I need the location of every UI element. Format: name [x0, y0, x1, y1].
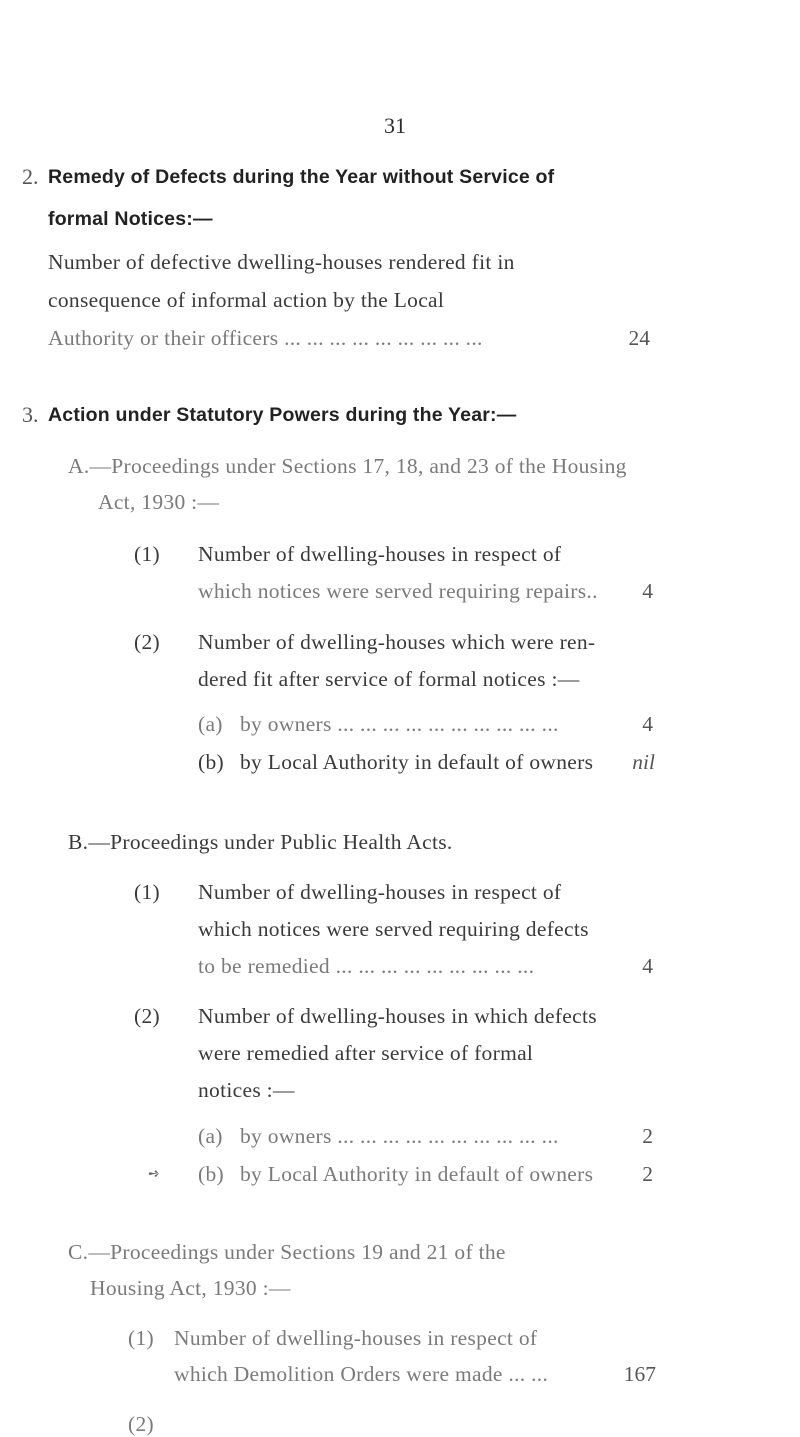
c-item1-label: (1)	[128, 1326, 154, 1350]
a-item2-line2: dered fit after service of formal notices :—	[198, 667, 580, 691]
c-item1-value: 167	[623, 1362, 656, 1386]
c-item1-line2: which Demolition Orders were made ... ...	[174, 1362, 549, 1386]
a-item1-line1: Number of dwelling-houses in respect of	[198, 542, 562, 566]
margin-arrow-icon: ➺	[148, 1167, 160, 1182]
b-sub-b-text: by Local Authority in default of owners	[240, 1162, 594, 1186]
section-2-text-line2: consequence of informal action by the Local	[48, 288, 445, 312]
a-sub-b-text: by Local Authority in default of owners	[240, 750, 594, 774]
subsection-b-line1: B.—Proceedings under Public Health Acts.	[68, 830, 453, 854]
section-number-2: 2.	[22, 164, 39, 189]
b-sub-a-value: 2	[642, 1124, 653, 1148]
b-item2-line3: notices :—	[198, 1078, 295, 1102]
a-sub-a-label: (a)	[198, 712, 223, 736]
c-item2-label: (2)	[128, 1412, 154, 1436]
b-sub-a-label: (a)	[198, 1124, 223, 1148]
subsection-a-line2: Act, 1930 :—	[98, 490, 220, 514]
b-sub-a-text: by owners ... ... ... ... ... ... ... ... ... ...	[240, 1124, 559, 1148]
b-item2-line1: Number of dwelling-houses in which defects	[198, 1004, 597, 1028]
section-2-text-line3: Authority or their officers ... ... ... ... ... ... ... ... ...	[48, 326, 483, 350]
a-item2-label: (2)	[134, 630, 160, 654]
b-sub-b-value: 2	[642, 1162, 653, 1186]
b-item2-line2: were remedied after service of formal	[198, 1041, 534, 1065]
b-item1-value: 4	[642, 954, 653, 978]
section-2-heading-line2: formal Notices:—	[48, 208, 213, 230]
a-item2-line1: Number of dwelling-houses which were ren-	[198, 630, 596, 654]
subsection-c-line2: Housing Act, 1930 :—	[90, 1276, 291, 1300]
section-2-heading-line1: Remedy of Defects during the Year without Service of	[48, 166, 555, 188]
a-item1-label: (1)	[134, 542, 160, 566]
b-item1-label: (1)	[134, 880, 160, 904]
b-item1-line3: to be remedied ... ... ... ... ... ... ... ... ...	[198, 954, 535, 978]
b-item2-label: (2)	[134, 1004, 160, 1028]
a-sub-b-value: nil	[632, 750, 655, 774]
a-sub-a-value: 4	[642, 712, 653, 736]
c-item1-line1: Number of dwelling-houses in respect of	[174, 1326, 538, 1350]
a-item1-line2: which notices were served requiring repairs..	[198, 579, 598, 603]
section-3-heading: Action under Statutory Powers during the Year:—	[48, 404, 517, 426]
subsection-c-line1: C.—Proceedings under Sections 19 and 21 of the	[68, 1240, 506, 1264]
b-item1-line2: which notices were served requiring defects	[198, 917, 589, 941]
page-number: 31	[384, 113, 406, 138]
section-number-3: 3.	[22, 402, 39, 427]
a-sub-b-label: (b)	[198, 750, 224, 774]
a-item1-value: 4	[642, 579, 653, 603]
b-sub-b-label: (b)	[198, 1162, 224, 1186]
section-2-text-line1: Number of defective dwelling-houses rendered fit in	[48, 250, 515, 274]
subsection-a-line1: A.—Proceedings under Sections 17, 18, and 23 of the Housing	[68, 454, 627, 478]
b-item1-line1: Number of dwelling-houses in respect of	[198, 880, 562, 904]
section-2-value: 24	[628, 326, 650, 350]
a-sub-a-text: by owners ... ... ... ... ... ... ... ... ... ...	[240, 712, 559, 736]
